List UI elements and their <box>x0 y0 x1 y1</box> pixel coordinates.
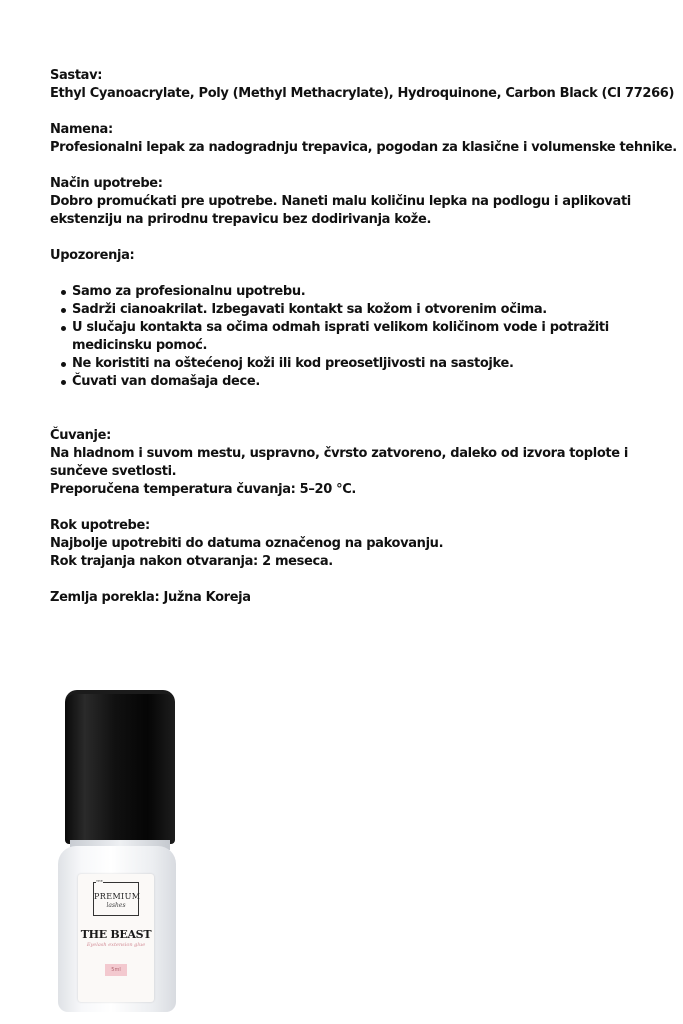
usage-heading: Način upotrebe: <box>50 176 163 191</box>
warning-item: Čuvati van domašaja dece. <box>50 373 670 391</box>
brand-logo <box>93 879 141 916</box>
volume-badge: 5ml <box>105 964 127 976</box>
product-bottle-image <box>56 690 180 1014</box>
bottle-cap <box>65 694 175 844</box>
purpose-heading: Namena: <box>50 122 113 137</box>
shelf-life-line: Najbolje upotrebiti do datuma označenog na pakovanju. <box>50 536 444 551</box>
usage-section <box>50 175 670 229</box>
purpose-section <box>50 121 677 157</box>
bottle-label <box>78 874 154 1002</box>
usage-line: ekstenziju na prirodnu trepavicu bez dodirivanja kože. <box>50 212 432 227</box>
product-description: Eyelash extension glue <box>86 942 146 948</box>
composition-section <box>50 67 675 103</box>
storage-line: Preporučena temperatura čuvanja: 5–20 °C. <box>50 482 357 497</box>
warning-item: Samo za profesionalnu upotrebu. <box>50 283 670 301</box>
storage-heading: Čuvanje: <box>50 428 111 443</box>
brand-name: PREMIUM <box>94 892 141 901</box>
composition-text: Ethyl Cyanoacrylate, Poly (Methyl Methacrylate), Hydroquinone, Carbon Black (CI 77266) <box>50 86 675 101</box>
storage-section <box>50 427 670 499</box>
warning-item: Sadrži cianoakrilat. Izbegavati kontakt sa kožom i otvorenim očima. <box>50 301 670 319</box>
spacer <box>50 409 670 427</box>
shelf-life-section <box>50 517 670 571</box>
purpose-text: Profesionalni lepak za nadogradnju trepavica, pogodan za klasične i volumenske tehnike. <box>50 140 677 155</box>
product-info-text <box>50 67 677 625</box>
composition-heading: Sastav: <box>50 68 103 83</box>
storage-line: sunčeve svetlosti. <box>50 464 177 479</box>
logo-tag: THE <box>96 879 103 883</box>
origin-text: Zemlja porekla: Južna Koreja <box>50 590 251 605</box>
warnings-list <box>50 283 670 391</box>
warnings-heading: Upozorenja: <box>50 248 135 263</box>
warnings-section <box>50 247 670 391</box>
warning-item: Ne koristiti na oštećenoj koži ili kod preosetljivosti na sastojke. <box>50 355 670 373</box>
warning-item: U slučaju kontakta sa očima odmah isprati velikom količinom vode i potražiti medicinsku pomoć. <box>50 319 670 355</box>
shelf-life-line: Rok trajanja nakon otvaranja: 2 meseca. <box>50 554 333 569</box>
usage-line: Dobro promućkati pre upotrebe. Naneti malu količinu lepka na podlogu i aplikovati <box>50 194 631 209</box>
product-name: THE BEAST <box>80 928 152 941</box>
shelf-life-heading: Rok upotrebe: <box>50 518 150 533</box>
storage-line: Na hladnom i suvom mestu, uspravno, čvrsto zatvoreno, daleko od izvora toplote i <box>50 446 629 461</box>
brand-sub: lashes <box>106 902 126 909</box>
origin-section <box>50 589 670 607</box>
